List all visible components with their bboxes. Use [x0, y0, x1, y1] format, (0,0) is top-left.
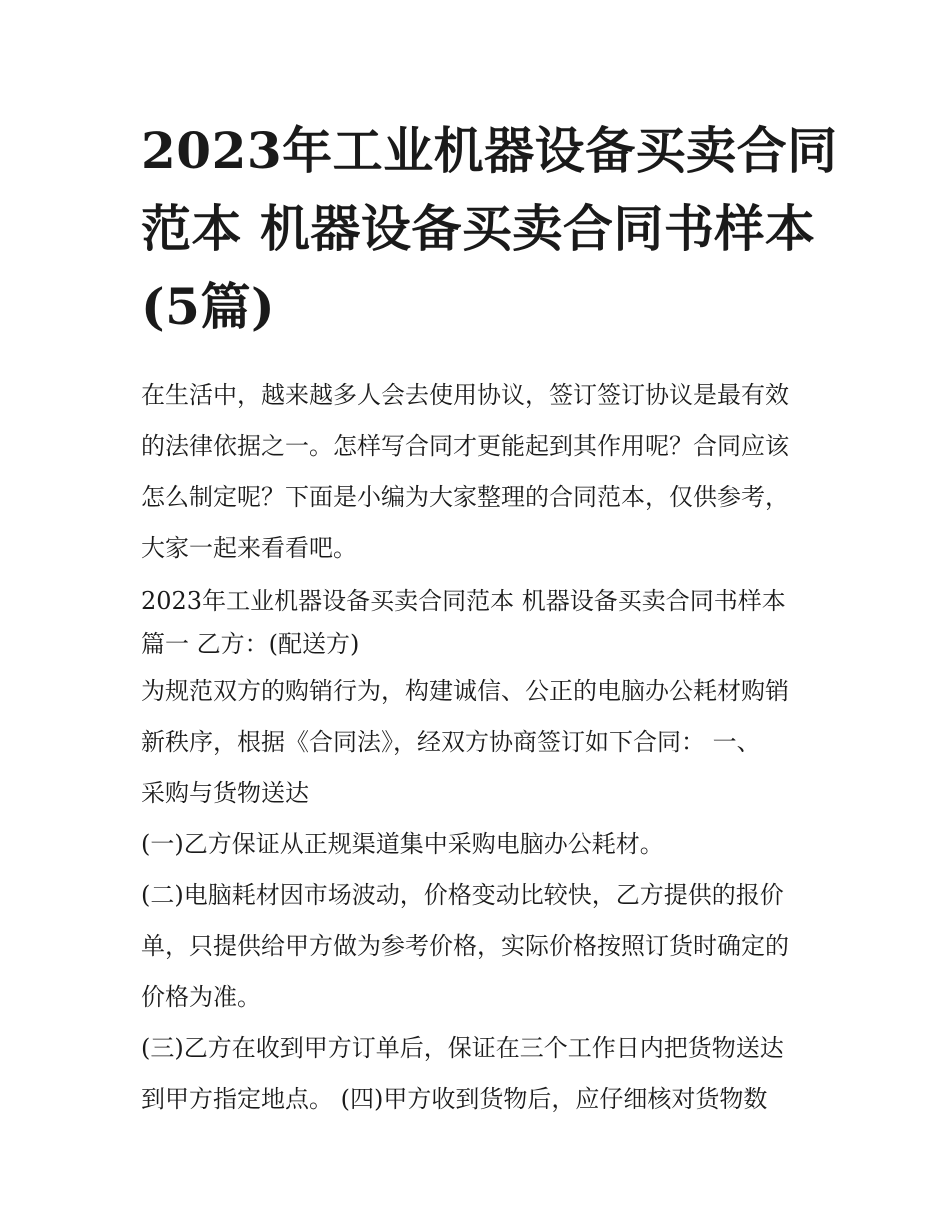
- intro-paragraph: [141, 370, 817, 574]
- title-line: 2023年工业机器设备买卖合同: [141, 121, 838, 180]
- text-line: 2023年工业机器设备买卖合同范本 机器设备买卖合同书样本: [141, 587, 786, 615]
- text-line: 篇一 乙方：(配送方): [141, 630, 360, 658]
- document-title: [141, 112, 838, 346]
- text-line: 大家一起来看看吧。: [141, 534, 357, 562]
- text-line: (一)乙方保证从正规渠道集中采购电脑办公耗材。: [141, 830, 664, 858]
- text-line: 单，只提供给甲方做为参考价格，实际价格按照订货时确定的: [141, 932, 789, 960]
- text-line: (三)乙方在收到甲方订单后，保证在三个工作日内把货物送达: [141, 1034, 784, 1062]
- text-line: 新秩序，根据《合同法》，经双方协商签订如下合同： 一、: [141, 728, 761, 756]
- text-line: 采购与货物送达: [141, 779, 309, 807]
- text-line: 的法律依据之一。怎样写合同才更能起到其作用呢？合同应该: [141, 432, 789, 460]
- text-line: 在生活中，越来越多人会去使用协议，签订签订协议是最有效: [141, 381, 789, 409]
- body-paragraph: [141, 1023, 817, 1125]
- text-line: (二)电脑耗材因市场波动，价格变动比较快，乙方提供的报价: [141, 881, 784, 909]
- section-heading: [141, 580, 817, 666]
- body-paragraph: [141, 666, 817, 819]
- body-paragraph: [141, 819, 817, 870]
- text-line: 价格为准。: [141, 983, 261, 1011]
- document-page: [141, 112, 838, 1125]
- title-line: (5篇): [141, 277, 276, 336]
- body-paragraph: [141, 870, 817, 1023]
- text-line: 怎么制定呢？下面是小编为大家整理的合同范本，仅供参考，: [141, 483, 789, 511]
- text-line: 到甲方指定地点。 (四)甲方收到货物后，应仔细核对货物数: [141, 1085, 768, 1113]
- title-line: 范本 机器设备买卖合同书样本: [141, 199, 816, 258]
- text-line: 为规范双方的购销行为，构建诚信、公正的电脑办公耗材购销: [141, 677, 789, 705]
